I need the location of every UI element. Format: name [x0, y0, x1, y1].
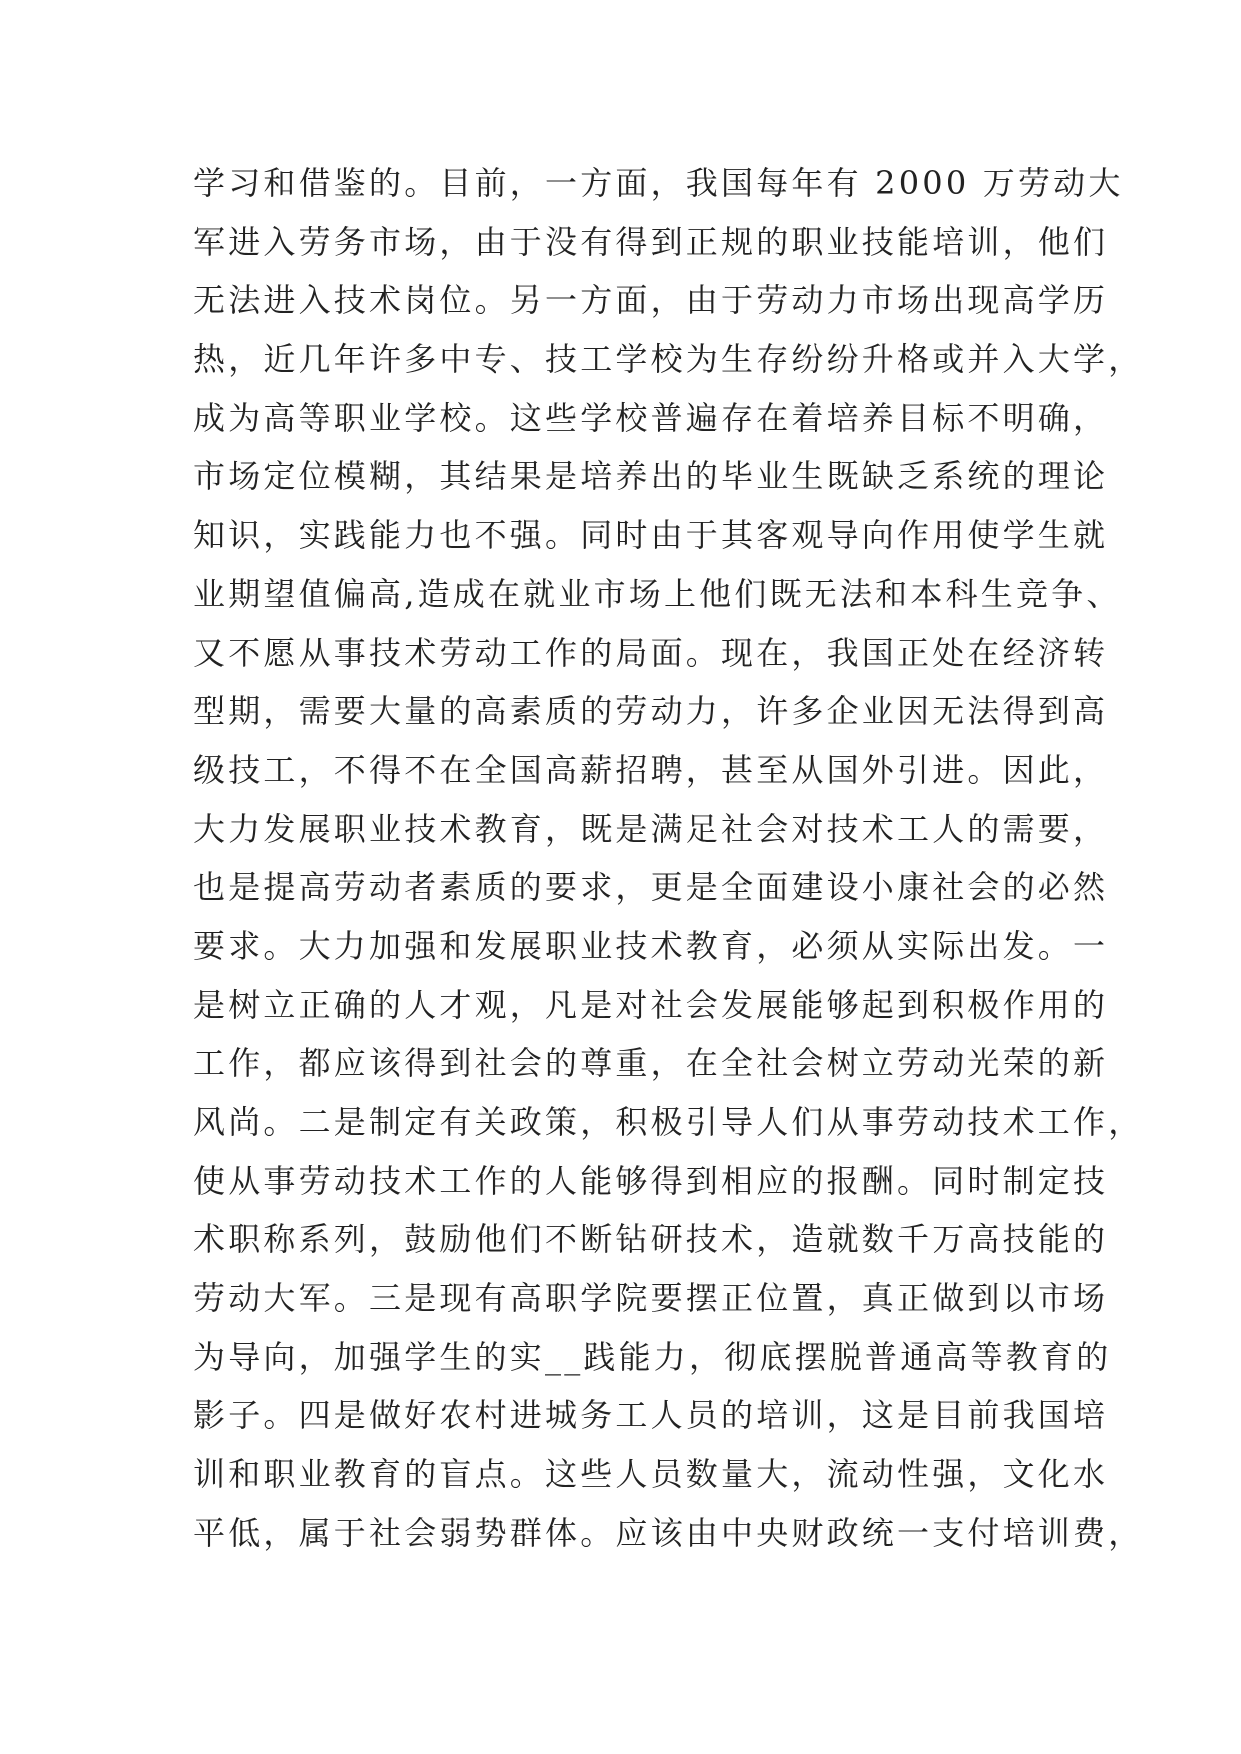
text-line: 也是提高劳动者素质的要求，更是全面建设小康社会的必然 [193, 868, 1109, 907]
text-line: 又不愿从事技术劳动工作的局面。现在，我国正处在经济转 [193, 633, 1109, 672]
body-text [193, 154, 1144, 1563]
text-line: 型期，需要大量的高素质的劳动力，许多企业因无法得到高 [193, 692, 1109, 731]
text-line: 无法进入技术岗位。另一方面，由于劳动力市场出现高学历 [193, 281, 1109, 320]
text-line: 影子。四是做好农村进城务工人员的培训，这是目前我国培 [193, 1396, 1109, 1435]
text-line: 使从事劳动技术工作的人能够得到相应的报酬。同时制定技 [193, 1161, 1109, 1200]
text-line: 训和职业教育的盲点。这些人员数量大，流动性强，文化水 [193, 1455, 1109, 1494]
text-line: 平低，属于社会弱势群体。应该由中央财政统一支付培训费， [193, 1513, 1144, 1552]
text-line: 为导向，加强学生的实__践能力，彻底摆脱普通高等教育的 [193, 1337, 1112, 1376]
text-line: 风尚。二是制定有关政策，积极引导人们从事劳动技术工作， [193, 1103, 1144, 1141]
text-line: 业期望值偏高,造成在就业市场上他们既无法和本科生竞争、 [193, 574, 1122, 613]
text-line: 工作，都应该得到社会的尊重，在全社会树立劳动光荣的新 [193, 1044, 1109, 1083]
text-line: 是树立正确的人才观，凡是对社会发展能够起到积极作用的 [193, 985, 1109, 1024]
text-line: 劳动大军。三是现有高职学院要摆正位置，真正做到以市场 [193, 1279, 1109, 1318]
text-line: 热，近几年许多中专、技工学校为生存纷纷升格或并入大学， [193, 340, 1144, 379]
text-line: 术职称系列，鼓励他们不断钻研技术，造就数千万高技能的 [193, 1220, 1109, 1259]
text-line: 学习和借鉴的。目前，一方面，我国每年有 2000 万劳动大 [193, 164, 1124, 202]
text-line: 成为高等职业学校。这些学校普遍存在着培养目标不明确， [193, 398, 1109, 437]
text-line: 大力发展职业技术教育，既是满足社会对技术工人的需要， [193, 809, 1109, 848]
text-line: 知识，实践能力也不强。同时由于其客观导向作用使学生就 [193, 516, 1109, 555]
text-line: 级技工，不得不在全国高薪招聘，甚至从国外引进。因此， [193, 750, 1109, 789]
text-line: 军进入劳务市场，由于没有得到正规的职业技能培训，他们 [193, 222, 1109, 261]
text-line: 要求。大力加强和发展职业技术教育，必须从实际出发。一 [193, 926, 1109, 965]
text-line: 市场定位模糊，其结果是培养出的毕业生既缺乏系统的理论 [193, 457, 1109, 496]
